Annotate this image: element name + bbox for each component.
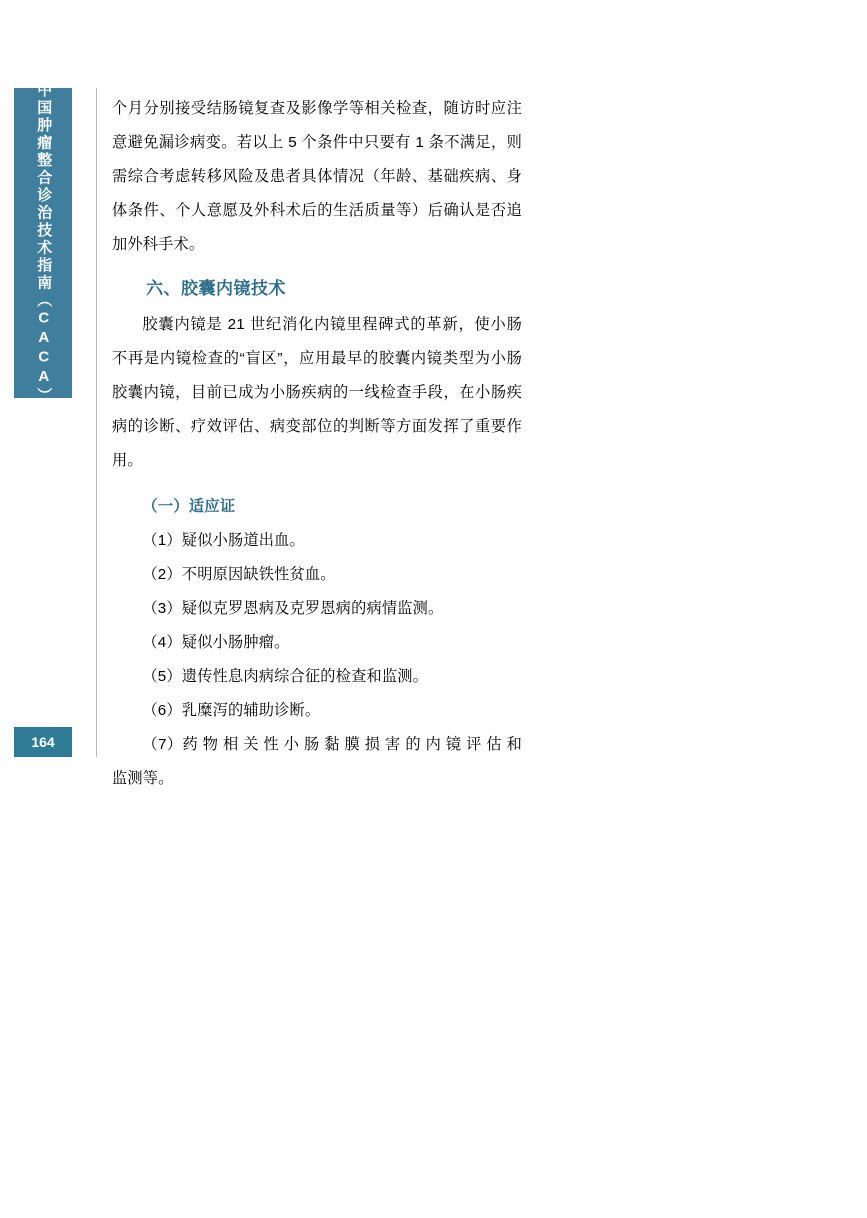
section-paragraph: 胶囊内镜是 21 世纪消化内镜里程碑式的革新，使小肠不再是内镜检查的“盲区”，应用最早的胶囊内镜类型为小肠胶囊内镜，目前已成为小肠疾病的一线检查手段，在小肠疾病的诊断、疗效评估、病变部位的判断等方面发挥了重要作用。 [112,316,522,469]
list-item: （7）药 物 相 关 性 小 肠 黏 膜 损 害 的 内 镜 评 估 和 监测等。 [112,736,522,787]
list-item: （6）乳糜泻的辅助诊断。 [142,702,321,719]
indication-list [112,524,522,796]
running-title-tab [14,81,72,405]
page-number-text: 164 [31,734,55,750]
list-item: （2）不明原因缺铁性贫血。 [142,566,336,583]
list-item: （3）疑似克罗恩病及克罗恩病的病情监测。 [142,600,444,617]
list-item: （5）遗传性息肉病综合征的检查和监测。 [142,668,429,685]
list-item: （4）疑似小肠肿瘤。 [142,634,290,651]
list-item: （1）疑似小肠道出血。 [142,532,305,549]
sub-heading-indications: （一）适应证 [142,498,236,515]
running-title-text: 中国肿瘤整合诊治技术指南（CACA） [35,81,53,405]
section-heading: 六、胶囊内镜技术 [146,279,286,298]
main-text-column [112,92,522,796]
page-number-badge [14,727,72,757]
column-divider [96,88,97,757]
continuation-paragraph: 个月分别接受结肠镜复查及影像学等相关检查，随访时应注意避免漏诊病变。若以上 5 个条件中只要有 1 条不满足，则需综合考虑转移风险及患者具体情况（年龄、基础疾病、身体条件、个人意愿及外科术后的生活质量等）后确认是否追加外科手术。 [112,100,522,253]
